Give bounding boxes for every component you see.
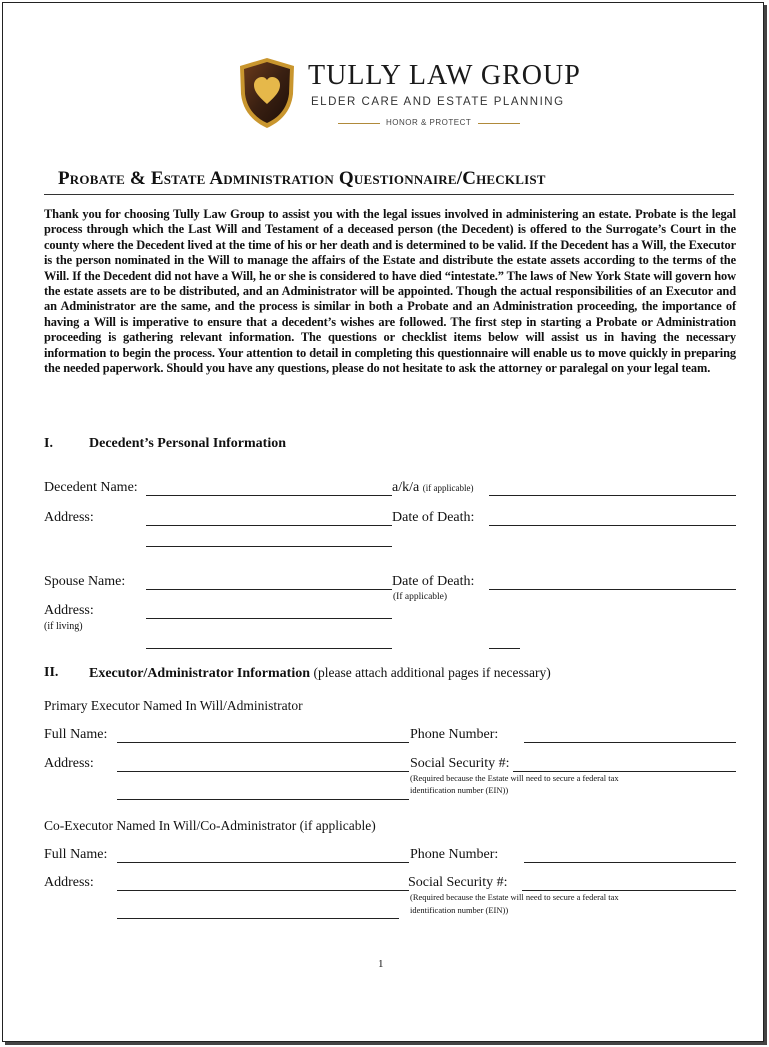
document-page (2, 2, 764, 1042)
co-executor-heading: Co-Executor Named In Will/Co-Administrator (if applicable) (44, 818, 376, 833)
spouse-address-note: (if living) (44, 621, 83, 632)
motto-rule-left (338, 123, 380, 124)
date-of-death-label: Date of Death: (392, 510, 475, 525)
co-ssn-label: Social Security #: (408, 875, 508, 890)
document-title: Probate & Estate Administration Questionnaire/Checklist (58, 168, 546, 189)
shield-heart-logo-icon (236, 56, 298, 130)
primary-full-name-field[interactable] (117, 742, 409, 743)
section-2-title: Executor/Administrator Information (please attach additional pages if necessary) (89, 665, 551, 681)
spouse-dod-label: Date of Death: (392, 574, 475, 589)
decedent-address-field-2[interactable] (146, 546, 392, 547)
title-divider (44, 194, 734, 195)
spouse-extra-field[interactable] (489, 648, 520, 649)
aka-label: a/k/a (if applicable) (392, 480, 474, 495)
section-1-title: Decedent’s Personal Information (89, 436, 287, 451)
spouse-dod-note: (If applicable) (393, 592, 448, 602)
decedent-address-field-1[interactable] (146, 525, 392, 526)
section-1-number: I. (44, 436, 53, 451)
co-ssn-note-1: (Required because the Estate will need to secure a federal tax (410, 892, 619, 902)
co-ssn-field[interactable] (522, 890, 736, 891)
primary-ssn-label: Social Security #: (410, 756, 510, 771)
spouse-address-field-2[interactable] (146, 648, 392, 649)
co-ssn-note-2: identification number (EIN)) (410, 905, 509, 915)
intro-paragraph: Thank you for choosing Tully Law Group to assist you with the legal issues involved in administering an estate. Probate is the legal process through which the Last Will and Testament of a deceased person (the Decedent) is offered to the Surrogate’s Court in the county where the Decedent lived at the time of his or her death and is determined to be valid. If the Decedent has a Will, the Executor is the person nominated in the Will to manage the affairs of the Estate and distribute the estate assets according to the terms of the Will. If the Decedent did not have a Will, he or she is considered to have died “intestate.” The laws of New York State will govern how the estate assets are to be distributed, and an Administrator will be appointed. Though the actual responsibilities of an Executor and an Administrator are the same, and the process is similar in both a Probate and an Administration proceeding, the importance of having a Will is imperative to ensure that a decedent’s wishes are followed. The first step in starting a Probate or Administration proceeding is gathering relevant information. The questions or checklist items below will assist us in having the necessary information to begin the process. Your attention to detail in completing this questionnaire will enable us to move quickly in preparing the needed paperwork. Should you have any questions, please do not hesitate to ask the attorney or paralegal on your legal team. (44, 207, 736, 376)
motto-rule-right (478, 123, 520, 124)
primary-phone-field[interactable] (524, 742, 736, 743)
co-address-field-1[interactable] (117, 890, 409, 891)
primary-full-name-label: Full Name: (44, 727, 108, 742)
primary-ssn-note-2: identification number (EIN)) (410, 785, 509, 795)
co-address-label: Address: (44, 875, 94, 890)
decedent-address-label: Address: (44, 510, 94, 525)
co-address-field-2[interactable] (117, 918, 399, 919)
primary-address-label: Address: (44, 756, 94, 771)
date-of-death-field[interactable] (489, 525, 736, 526)
primary-address-field-2[interactable] (117, 799, 409, 800)
co-full-name-label: Full Name: (44, 847, 108, 862)
decedent-name-field[interactable] (146, 495, 392, 496)
aka-field[interactable] (489, 495, 736, 496)
co-phone-field[interactable] (524, 862, 736, 863)
page-number: 1 (378, 958, 384, 970)
firm-motto: HONOR & PROTECT (386, 118, 472, 127)
co-phone-label: Phone Number: (410, 847, 499, 862)
spouse-name-label: Spouse Name: (44, 574, 126, 589)
primary-ssn-field[interactable] (513, 771, 736, 772)
spouse-address-label: Address: (44, 603, 94, 618)
firm-name: TULLY LAW GROUP (308, 60, 581, 91)
firm-tagline: ELDER CARE AND ESTATE PLANNING (311, 96, 565, 108)
decedent-name-label: Decedent Name: (44, 480, 138, 495)
section-2-number: II. (44, 665, 59, 680)
primary-ssn-note-1: (Required because the Estate will need to secure a federal tax (410, 773, 619, 783)
primary-executor-heading: Primary Executor Named In Will/Administrator (44, 698, 303, 713)
spouse-name-field[interactable] (146, 589, 392, 590)
spouse-address-field-1[interactable] (146, 618, 392, 619)
co-full-name-field[interactable] (117, 862, 409, 863)
primary-phone-label: Phone Number: (410, 727, 499, 742)
primary-address-field-1[interactable] (117, 771, 409, 772)
spouse-dod-field[interactable] (489, 589, 736, 590)
